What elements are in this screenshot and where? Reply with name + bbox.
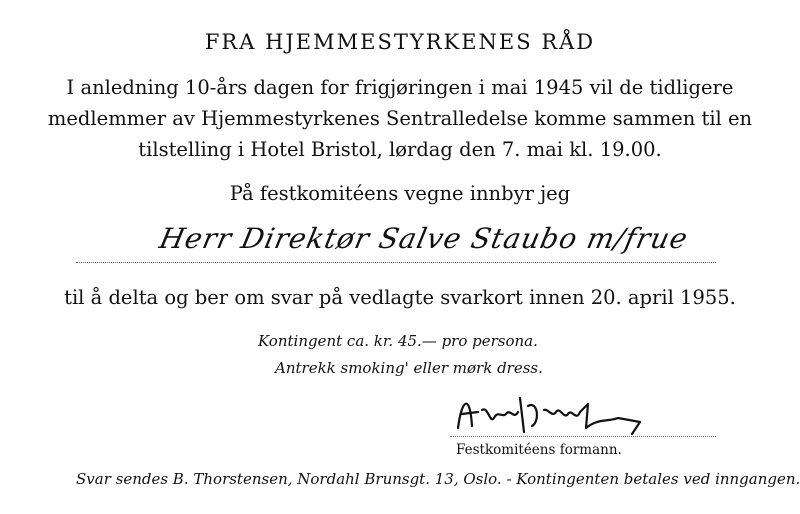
- invitee-handwritten: Herr Direktør Salve Staubo m/frue: [156, 222, 692, 255]
- body-line-2: medlemmer av Hjemmestyrkenes Sentralledelse komme sammen til en: [47, 107, 753, 130]
- body-line-3: tilstelling i Hotel Bristol, lørdag den 7. mai kl. 19.00.: [138, 138, 662, 161]
- reply-line: til å delta og ber om svar på vedlagte svarkort innen 20. april 1955.: [64, 286, 736, 309]
- signature-label: Festkomitéens formann.: [456, 442, 622, 458]
- invite-line: På festkomitéens vegne innbyr jeg: [229, 182, 571, 205]
- body-line-1: I anledning 10-års dagen for frigjøringen i mai 1945 vil de tidligere: [66, 76, 734, 99]
- invitee-dotted-line: [76, 262, 716, 263]
- heading: FRA HJEMMESTYRKENES RÅD: [204, 30, 596, 54]
- footer-note: Svar sendes B. Thorstensen, Nordahl Brunsgt. 13, Oslo. - Kontingenten betales ved inngangen.: [76, 470, 800, 488]
- note-contribution: Kontingent ca. kr. 45.— pro persona.: [258, 332, 538, 350]
- note-attire: Antrekk smoking' eller mørk dress.: [275, 359, 543, 377]
- signature-dotted-line: [450, 436, 716, 437]
